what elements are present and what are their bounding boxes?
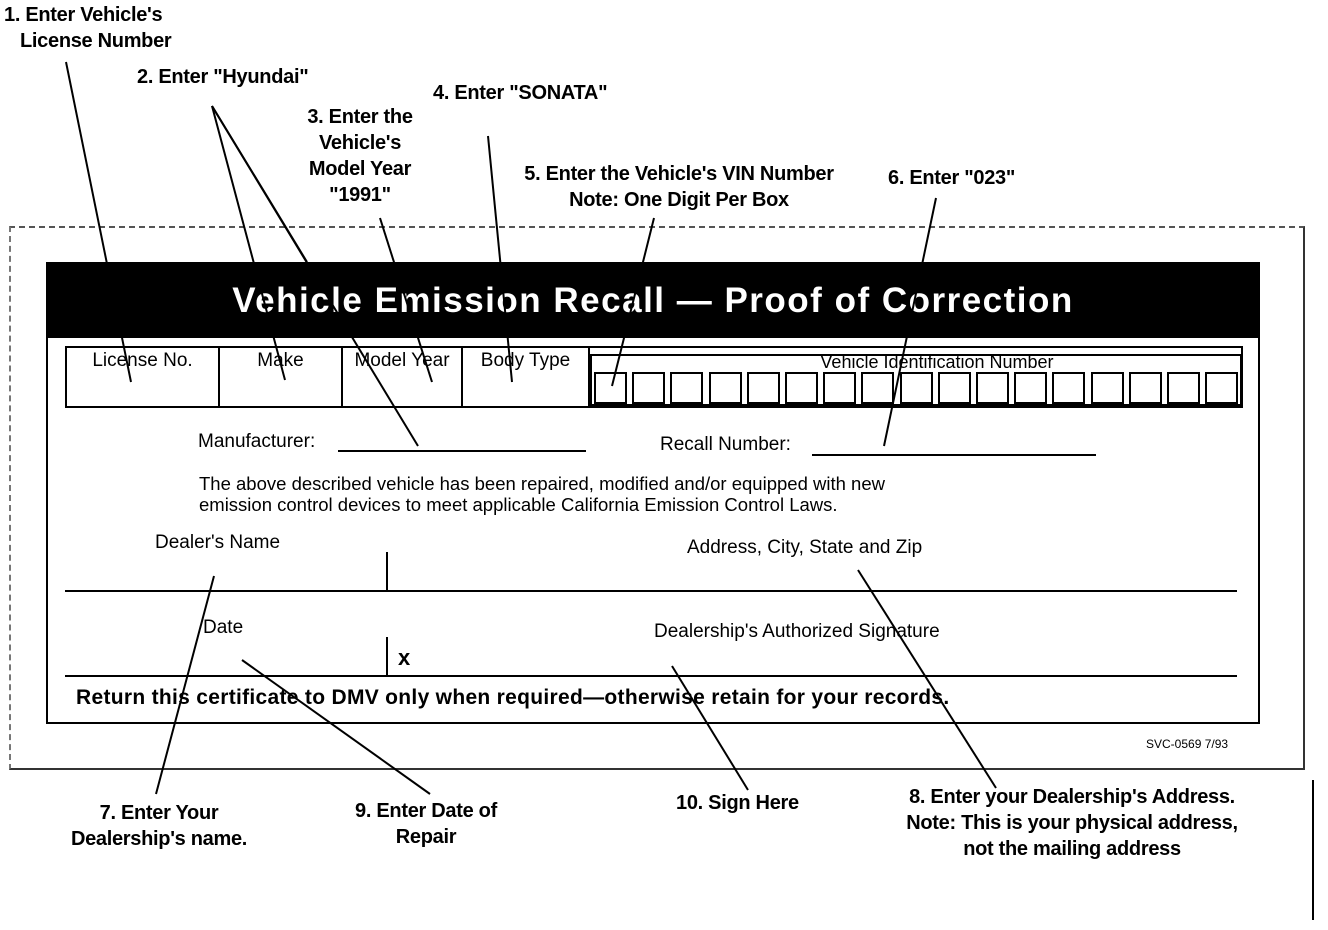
form-title-banner: Vehicle Emission Recall — Proof of Correction <box>48 264 1258 338</box>
leader-signature <box>672 666 748 790</box>
leader-vin <box>612 218 654 386</box>
return-notice: Return this certificate to DMV only when required—otherwise retain for your records. <box>76 686 950 709</box>
dealer-name-label: Dealer's Name <box>155 532 281 553</box>
leader-address <box>858 570 996 788</box>
signature-label: Dealership's Authorized Signature <box>654 621 940 642</box>
leader-dealer-name <box>156 576 214 794</box>
statement-line-2: emission control devices to meet applicable California Emission Control Laws. <box>199 494 838 515</box>
annotation-2: 2. Enter "Hyundai" <box>137 66 309 88</box>
recall-number-label: Recall Number: <box>660 434 791 455</box>
license-label: License No. <box>92 350 193 371</box>
signature-x-mark: x <box>398 645 411 670</box>
vin-label: Vehicle Identification Number <box>820 352 1054 372</box>
statement-line-1: The above described vehicle has been repaired, modified and/or equipped with new <box>199 473 885 494</box>
leader-license <box>66 62 131 382</box>
annotation-5: 5. Enter the Vehicle's VIN Number Note: One Digit Per Box <box>524 163 834 211</box>
annotation-8: 8. Enter your Dealership's Address. Note: This is your physical address, not the mailing address <box>906 786 1238 860</box>
annotation-4: 4. Enter "SONATA" <box>433 82 608 104</box>
make-label: Make <box>257 350 304 371</box>
body-type-label: Body Type <box>480 350 571 371</box>
annotation-6: 6. Enter "023" <box>888 167 1016 189</box>
address-label: Address, City, State and Zip <box>687 537 923 558</box>
annotation-7: 7. Enter Your Dealership's name. <box>70 802 248 850</box>
model-year-label: Model Year <box>354 350 450 371</box>
manufacturer-label: Manufacturer: <box>198 431 316 452</box>
annotation-3: 3. Enter the Vehicle's Model Year "1991" <box>307 106 413 206</box>
leader-make-1 <box>212 106 285 380</box>
leader-recall <box>884 198 936 446</box>
annotation-1: 1. Enter Vehicle's License Number <box>4 4 172 52</box>
scan-edge-line <box>1312 780 1314 920</box>
leader-body-type <box>488 136 512 382</box>
annotation-10: 10. Sign Here <box>676 792 799 814</box>
date-label: Date <box>203 617 244 638</box>
form-number: SVC-0569 7/93 <box>1146 737 1229 751</box>
leader-model-year <box>380 218 432 382</box>
leader-date <box>242 660 430 794</box>
annotation-9: 9. Enter Date of Repair <box>355 800 497 848</box>
